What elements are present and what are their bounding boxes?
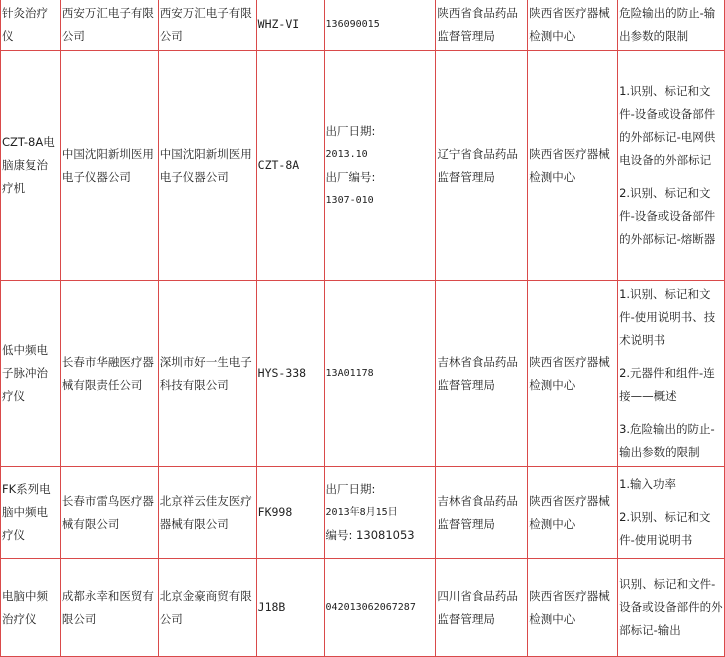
- defect-line: 2.元器件和组件-连接——概述: [619, 366, 715, 403]
- product-name-cell: CZT-8A电脑康复治疗机: [1, 51, 61, 281]
- batch-line: 编号: 13081053: [325, 528, 415, 542]
- model-cell: HYS-338: [256, 281, 324, 467]
- batch-line: 1307-010: [325, 194, 374, 206]
- batch-line: 出厂日期:: [325, 482, 376, 496]
- reporting-bureau-cell: 四川省食品药品监督管理局: [436, 559, 528, 657]
- batch-cell: [324, 281, 436, 467]
- batch-line: 2013年8月15日: [325, 507, 398, 518]
- reporting-bureau-cell: 吉林省食品药品监督管理局: [436, 467, 528, 559]
- table-row: [1, 281, 725, 467]
- table-row: [1, 51, 725, 281]
- batch-line: 2013.10: [325, 148, 368, 160]
- product-name-cell: 针灸治疗仪: [1, 0, 61, 51]
- defect-line: 危险输出的防止-输出参数的限制: [619, 5, 716, 43]
- applicant-cell: 中国沈阳新圳医用电子仪器公司: [60, 51, 158, 281]
- defect-line: 1.输入功率: [619, 477, 677, 491]
- batch-cell: [324, 51, 436, 281]
- defect-line: 3.危险输出的防止-输出参数的限制: [619, 422, 715, 459]
- model-cell: WHZ-VI: [256, 0, 324, 51]
- defect-cell: [618, 281, 725, 467]
- batch-cell: [324, 559, 436, 657]
- reporting-bureau-cell: 陕西省食品药品监督管理局: [436, 0, 528, 51]
- batch-line: 042013062067287: [325, 602, 416, 613]
- testing-center-cell: 陕西省医疗器械检测中心: [528, 559, 618, 657]
- defect-cell: [618, 467, 725, 559]
- applicant-cell: 长春市雷鸟医疗器械有限公司: [60, 467, 158, 559]
- testing-center-cell: 陕西省医疗器械检测中心: [528, 281, 618, 467]
- testing-center-cell: 陕西省医疗器械检测中心: [528, 0, 618, 51]
- defect-line: 2.识别、标记和文件-设备或设备部件的外部标记-熔断器: [619, 186, 716, 246]
- model-cell: CZT-8A: [256, 51, 324, 281]
- applicant-cell: 成都永幸和医贸有限公司: [60, 559, 158, 657]
- table-row: [1, 559, 725, 657]
- model-cell: J18B: [256, 559, 324, 657]
- batch-cell: [324, 467, 436, 559]
- batch-line: 136090015: [325, 19, 380, 30]
- batch-cell: [324, 0, 436, 51]
- reporting-bureau-cell: 辽宁省食品药品监督管理局: [436, 51, 528, 281]
- reporting-bureau-cell: 吉林省食品药品监督管理局: [436, 281, 528, 467]
- defect-line: 1.识别、标记和文件-使用说明书、技术说明书: [619, 287, 716, 347]
- product-name-cell: 低中频电子脉冲治疗仪: [1, 281, 61, 467]
- manufacturer-cell: 中国沈阳新圳医用电子仪器公司: [158, 51, 256, 281]
- model-cell: FK998: [256, 467, 324, 559]
- defect-cell: [618, 0, 725, 51]
- defect-line: 2.识别、标记和文件-使用说明书: [619, 510, 711, 547]
- table-row: [1, 0, 725, 51]
- table-row: [1, 467, 725, 559]
- batch-line: 13A01178: [325, 368, 374, 379]
- manufacturer-cell: 北京金豪商贸有限公司: [158, 559, 256, 657]
- batch-line: 出厂日期:: [325, 123, 376, 138]
- testing-center-cell: 陕西省医疗器械检测中心: [528, 467, 618, 559]
- product-name-cell: 电脑中频治疗仪: [1, 559, 61, 657]
- defect-line: 识别、标记和文件-设备或设备部件的外部标记-输出: [619, 577, 723, 637]
- manufacturer-cell: 北京祥云佳友医疗器械有限公司: [158, 467, 256, 559]
- applicant-cell: 长春市华融医疗器械有限责任公司: [60, 281, 158, 467]
- applicant-cell: 西安万汇电子有限公司: [60, 0, 158, 51]
- product-name-cell: FK系列电脑中频电疗仪: [1, 467, 61, 559]
- manufacturer-cell: 深圳市好一生电子科技有限公司: [158, 281, 256, 467]
- testing-center-cell: 陕西省医疗器械检测中心: [528, 51, 618, 281]
- defect-cell: [618, 559, 725, 657]
- defect-cell: [618, 51, 725, 281]
- defect-line: 1.识别、标记和文件-设备或设备部件的外部标记-电网供电设备的外部标记: [619, 84, 716, 167]
- manufacturer-cell: 西安万汇电子有限公司: [158, 0, 256, 51]
- batch-line: 出厂编号:: [325, 169, 376, 184]
